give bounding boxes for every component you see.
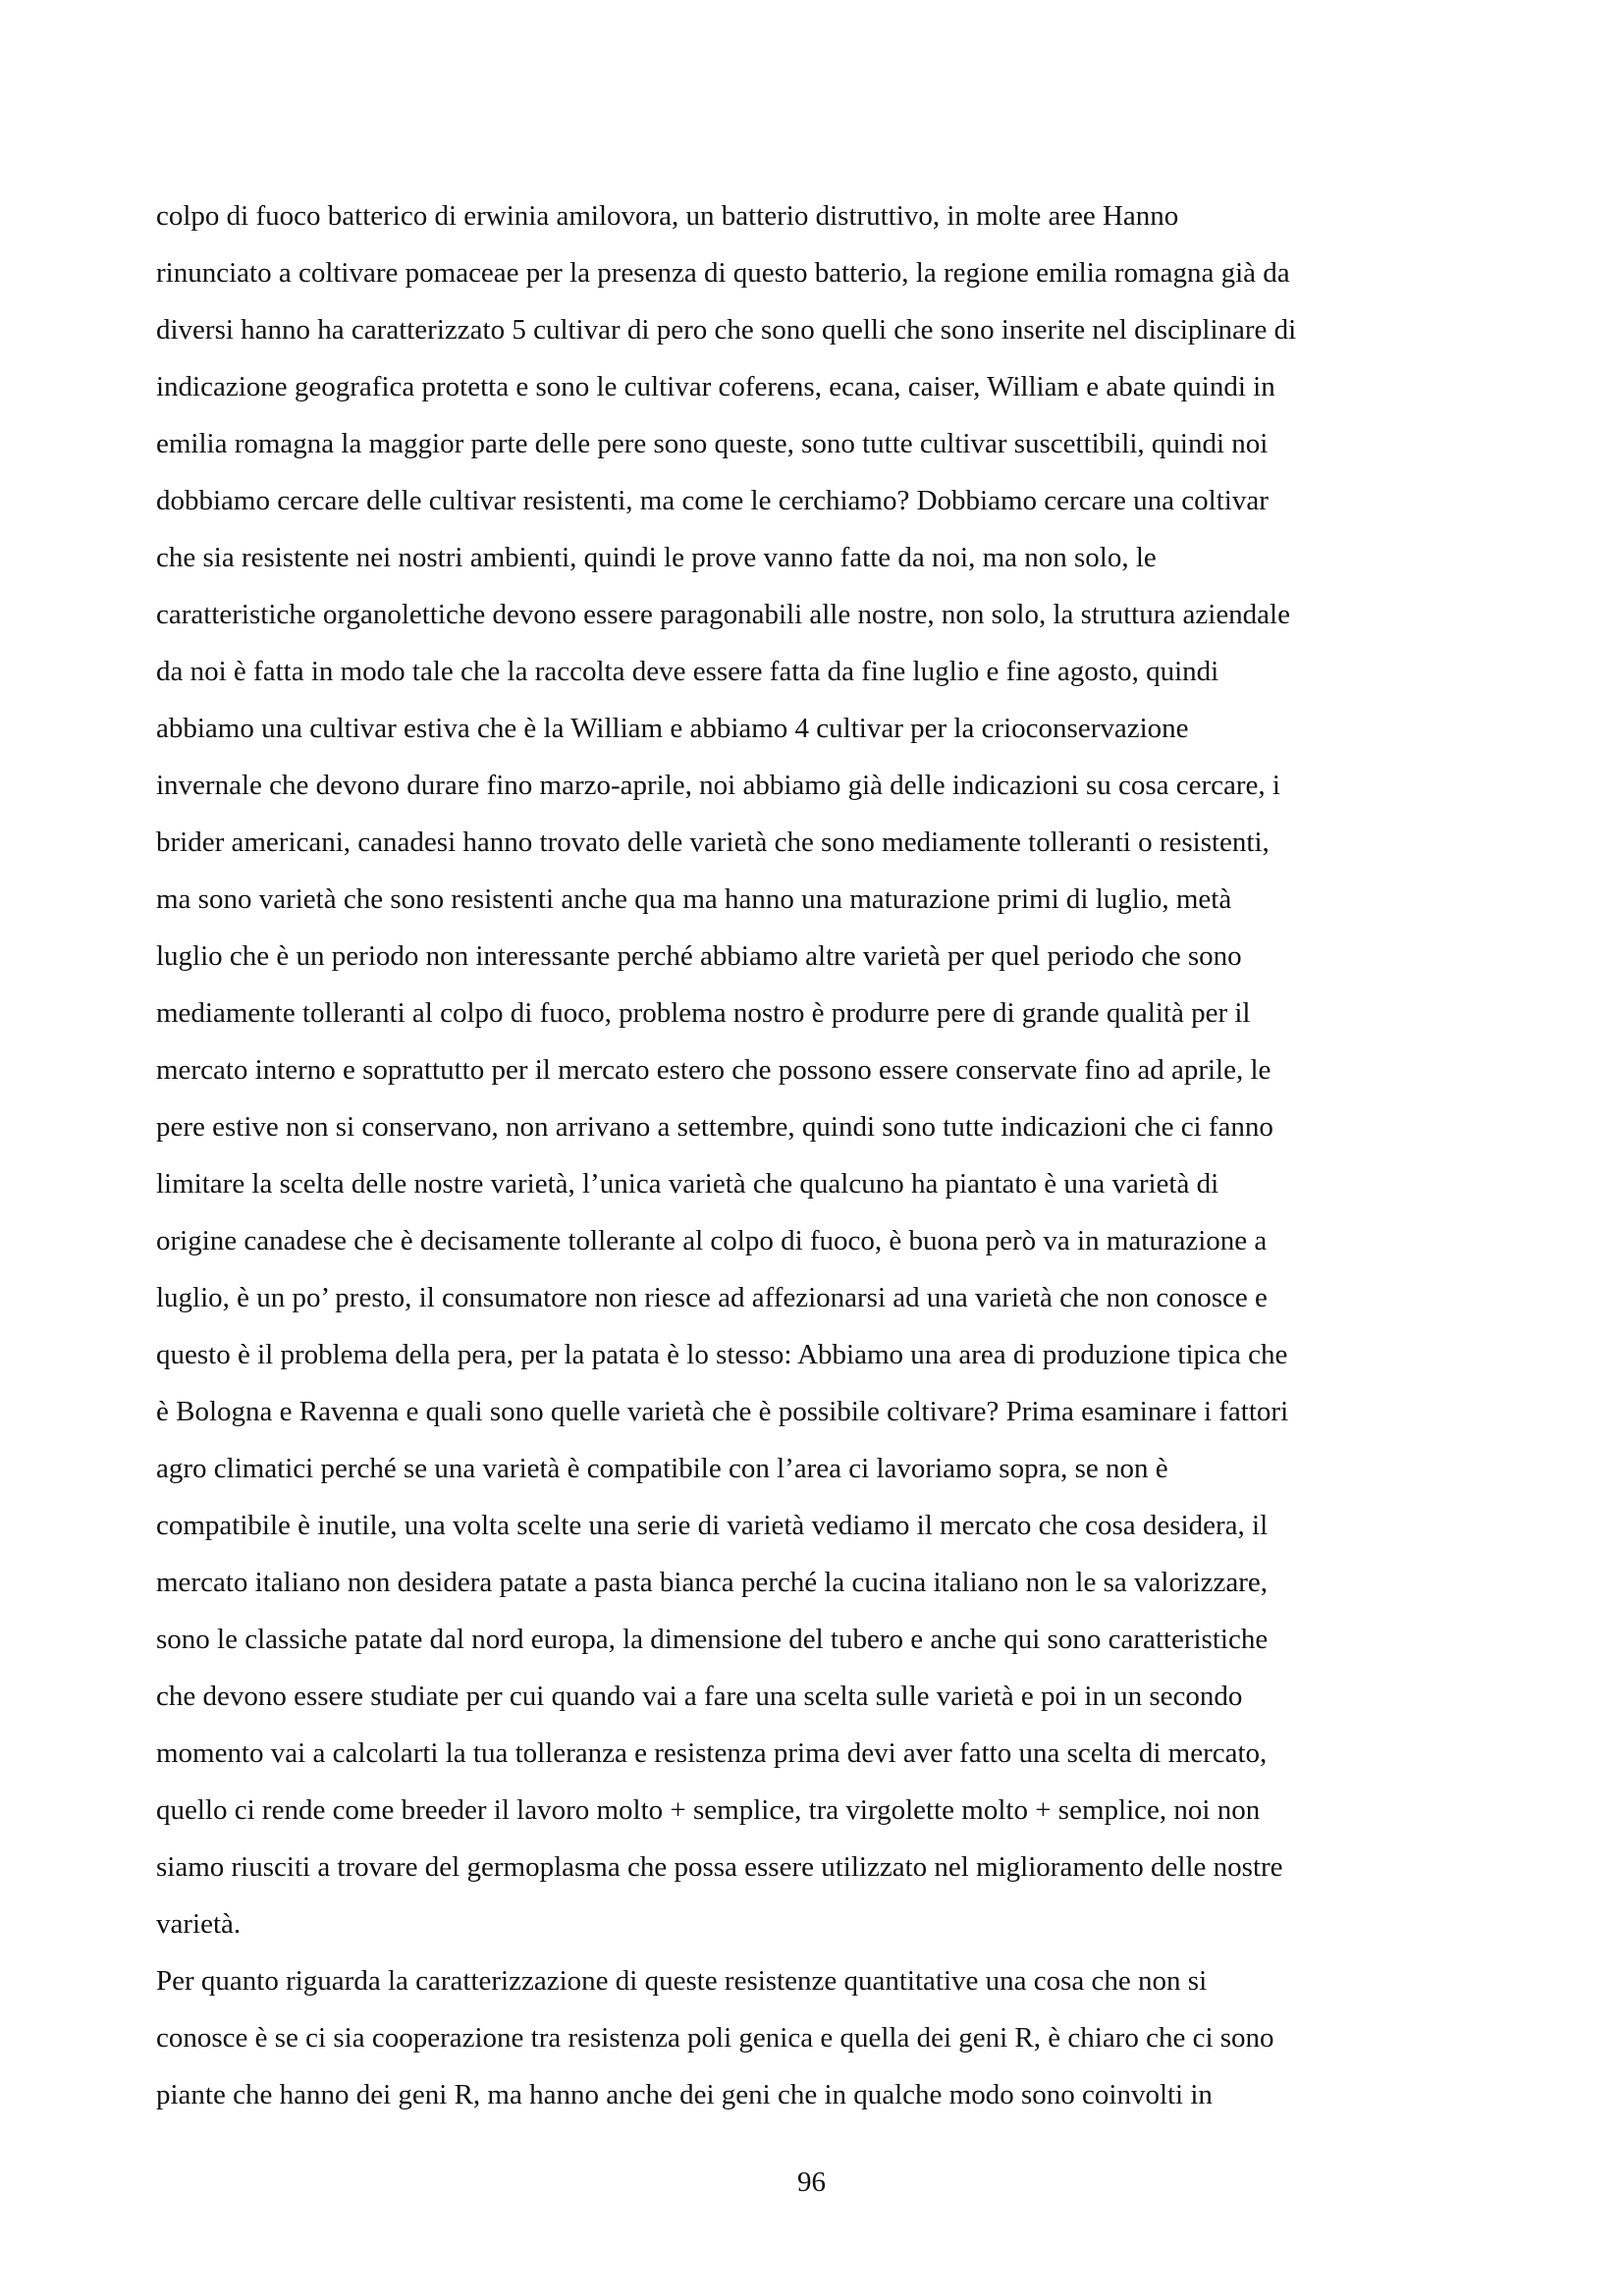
text-line: compatibile è inutile, una volta scelte una serie di varietà vediamo il mercato che cosa desidera, il: [156, 1510, 1269, 1541]
text-line: mediamente tolleranti al colpo di fuoco, problema nostro è produrre pere di grande qualità per il: [156, 997, 1251, 1029]
body-text: [156, 195, 1482, 2131]
text-line: caratteristiche organolettiche devono essere paragonabili alle nostre, non solo, la struttura aziendale: [156, 599, 1290, 630]
text-line: luglio che è un periodo non interessante perché abbiamo altre varietà per quel periodo che sono: [156, 940, 1242, 972]
text-line: colpo di fuoco batterico di erwinia amilovora, un batterio distruttivo, in molte aree Hanno: [156, 200, 1179, 232]
text-line: varietà.: [156, 1908, 242, 1940]
text-line: brider americani, canadesi hanno trovato delle varietà che sono mediamente tolleranti o resistenti,: [156, 827, 1270, 858]
text-line: mercato italiano non desidera patate a pasta bianca perché la cucina italiano non le sa valorizzare,: [156, 1567, 1269, 1598]
text-line: abbiamo una cultivar estiva che è la William e abbiamo 4 cultivar per la crioconservazione: [156, 713, 1189, 744]
text-line: sono le classiche patate dal nord europa, la dimensione del tubero e anche qui sono caratteristiche: [156, 1624, 1269, 1655]
text-line: quello ci rende come breeder il lavoro molto + semplice, tra virgolette molto + semplice, noi non: [156, 1794, 1261, 1826]
text-line: piante che hanno dei geni R, ma hanno anche dei geni che in qualche modo sono coinvolti in: [156, 2079, 1213, 2110]
text-line: rinunciato a coltivare pomaceae per la presenza di questo batterio, la regione emilia romagna già da: [156, 257, 1290, 289]
text-line: pere estive non si conservano, non arrivano a settembre, quindi sono tutte indicazioni che ci fanno: [156, 1111, 1273, 1143]
text-line: Per quanto riguarda la caratterizzazione di queste resistenze quantitative una cosa che non si: [156, 1965, 1208, 1997]
text-line: dobbiamo cercare delle cultivar resistenti, ma come le cerchiamo? Dobbiamo cercare una coltivar: [156, 485, 1269, 516]
text-line: siamo riusciti a trovare del germoplasma che possa essere utilizzato nel miglioramento delle nostre: [156, 1851, 1283, 1883]
page-number: 96: [797, 2166, 826, 2198]
text-line: che sia resistente nei nostri ambienti, quindi le prove vanno fatte da noi, ma non solo, le: [156, 542, 1157, 573]
text-line: questo è il problema della pera, per la patata è lo stesso: Abbiamo una area di produzione tipica che: [156, 1339, 1288, 1370]
text-line: momento vai a calcolarti la tua tolleranza e resistenza prima devi aver fatto una scelta di mercato,: [156, 1737, 1268, 1769]
text-line: emilia romagna la maggior parte delle pere sono queste, sono tutte cultivar suscettibili, quindi noi: [156, 428, 1269, 459]
text-line: ma sono varietà che sono resistenti anche qua ma hanno una maturazione primi di luglio, metà: [156, 883, 1232, 915]
text-line: agro climatici perché se una varietà è compatibile con l’area ci lavoriamo sopra, se non è: [156, 1453, 1168, 1484]
text-line: diversi hanno ha caratterizzato 5 cultivar di pero che sono quelli che sono inserite nel disciplinare di: [156, 314, 1297, 346]
text-line: da noi è fatta in modo tale che la raccolta deve essere fatta da fine luglio e fine agosto, quindi: [156, 656, 1219, 687]
text-line: conosce è se ci sia cooperazione tra resistenza poli genica e quella dei geni R, è chiaro che ci sono: [156, 2022, 1274, 2054]
text-line: che devono essere studiate per cui quando vai a fare una scelta sulle varietà e poi in un secondo: [156, 1681, 1243, 1712]
text-line: mercato interno e soprattutto per il mercato estero che possono essere conservate fino ad aprile, le: [156, 1054, 1271, 1086]
text-line: invernale che devono durare fino marzo-aprile, noi abbiamo già delle indicazioni su cosa cercare, i: [156, 770, 1280, 801]
text-line: origine canadese che è decisamente tollerante al colpo di fuoco, è buona però va in maturazione a: [156, 1225, 1268, 1256]
text-line: luglio, è un po’ presto, il consumatore non riesce ad affezionarsi ad una varietà che non conosce e: [156, 1282, 1268, 1313]
text-line: è Bologna e Ravenna e quali sono quelle varietà che è possibile coltivare? Prima esaminare i fattori: [156, 1396, 1289, 1427]
text-line: limitare la scelta delle nostre varietà, l’unica varietà che qualcuno ha piantato è una varietà di: [156, 1168, 1219, 1200]
text-line: indicazione geografica protetta e sono le cultivar coferens, ecana, caiser, William e abate quindi in: [156, 371, 1275, 402]
